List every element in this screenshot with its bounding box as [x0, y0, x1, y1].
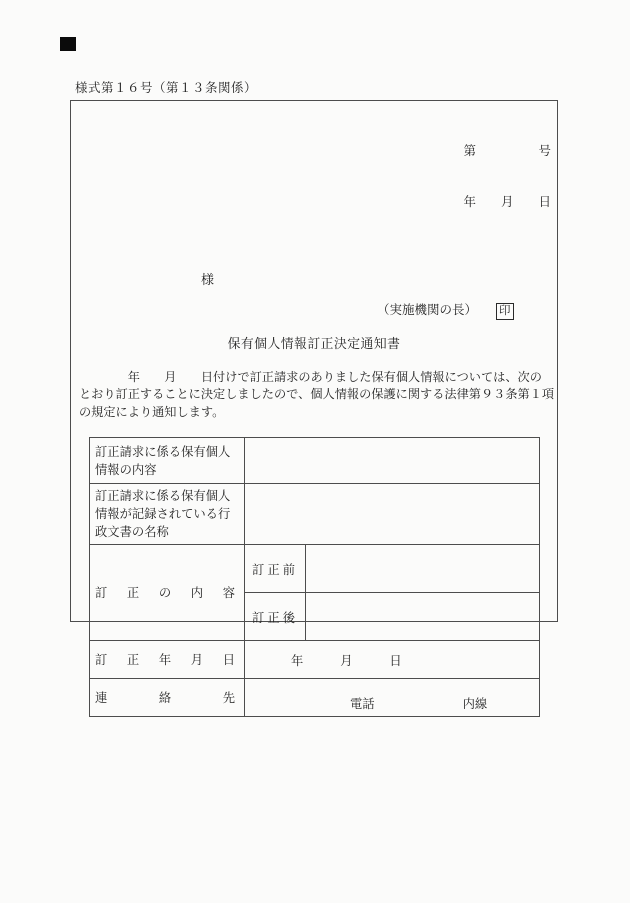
document-title: 保有個人情報訂正決定通知書 [227, 336, 401, 351]
issue-date-line: 年 月 日 [463, 195, 551, 209]
contact-value-cell [245, 679, 540, 717]
correction-detail-table [89, 437, 540, 717]
scan-mark [60, 37, 76, 51]
table-row-document [90, 484, 540, 545]
body-line-3: の規定により通知します。 [79, 404, 225, 419]
seal-stamp-box: 印 [496, 303, 514, 320]
phone-extension-line [350, 694, 539, 712]
content-value-cell [245, 438, 540, 484]
table-row-contact [90, 679, 540, 717]
notice-document-box [70, 100, 558, 712]
table-row-correction-date [90, 641, 540, 679]
doc-number-line: 第 号 [463, 144, 551, 158]
body-line-2: とおり訂正することに決定しましたので、個人情報の保護に関する法律第９３条第１項 [79, 387, 555, 402]
issuer-label: （実施機関の長） [377, 303, 478, 317]
contact-row-label: 連 絡 先 [90, 679, 245, 717]
issuer-row [71, 302, 557, 320]
correction-date-value: 年 月 日 [245, 641, 540, 679]
form-number-label: 様式第１６号（第１３条関係） [75, 81, 258, 95]
table-row-content [90, 438, 540, 484]
correction-row-label: 訂 正 の 内 容 [90, 545, 245, 641]
addressee-row [71, 271, 557, 288]
before-label: 訂 正 前 [245, 545, 306, 593]
document-row-label: 訂正請求に係る保有個人情報が記録されている行政文書の名称 [90, 484, 245, 545]
after-label: 訂 正 後 [245, 593, 306, 641]
correction-date-label: 訂 正 年 月 日 [90, 641, 245, 679]
extension-label: 内線 [462, 697, 488, 712]
body-line-1: 年 月 日付けで訂正請求のありました保有個人情報については、次の [79, 369, 542, 384]
body-paragraph [71, 369, 557, 422]
after-value-cell [306, 593, 540, 641]
letterhead-right-block [71, 101, 557, 245]
content-row-label: 訂正請求に係る保有個人情報の内容 [90, 438, 245, 484]
table-row-correction-before [90, 545, 540, 593]
addressee-suffix-label: 様 [201, 272, 215, 287]
before-value-cell [306, 545, 540, 593]
phone-label: 電話 [350, 697, 375, 712]
document-value-cell [245, 484, 540, 545]
